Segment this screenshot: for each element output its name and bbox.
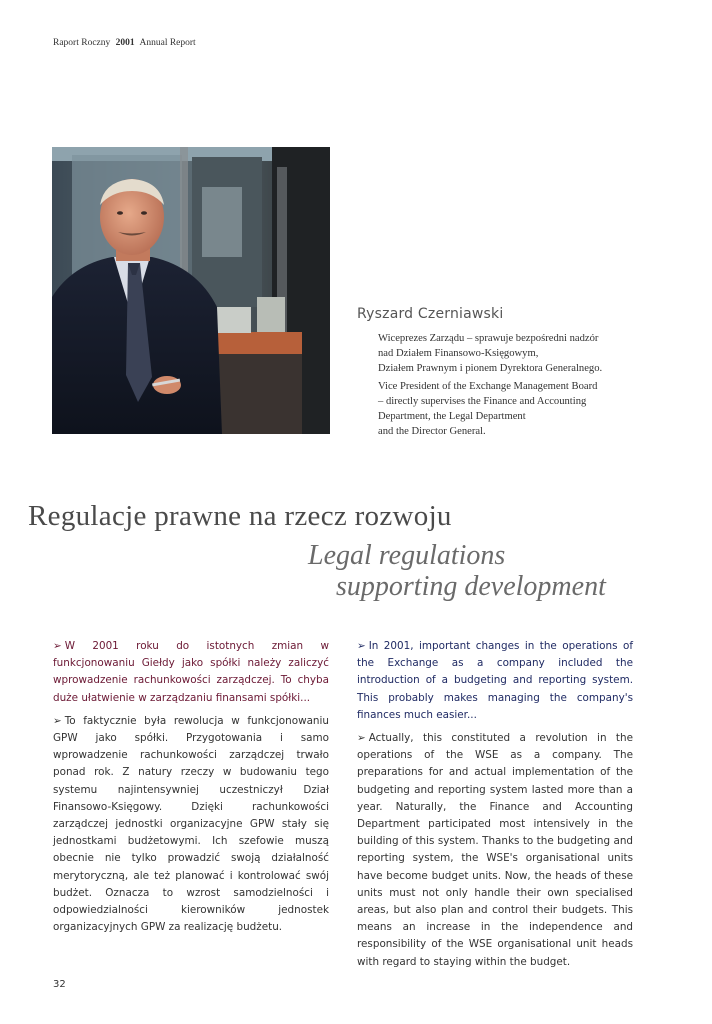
caption-pl-line: Działem Prawnym i pionem Dyrektora Generalnego.	[378, 363, 603, 374]
caption-en-line: and the Director General.	[378, 426, 486, 437]
arrow-bullet-icon: ➢	[53, 640, 62, 652]
portrait-illustration	[52, 147, 330, 434]
column-english	[357, 638, 633, 977]
arrow-bullet-icon: ➢	[53, 714, 62, 727]
lead-text-en: In 2001, important changes in the operations of the Exchange as a company included the introduction of a budgeting and reporting system. This probably makes managing the company's finances much easier...	[357, 640, 633, 721]
arrow-bullet-icon: ➢	[357, 640, 366, 652]
lead-question-pl	[53, 638, 329, 707]
caption-en-line: – directly supervises the Finance and Accounting	[378, 396, 587, 407]
answer-text-pl: To faktycznie była rewolucja w funkcjonowaniu GPW jako spółki. Przygotowania i samo wprowadzenie rachunkowości zarządczej trwało ponad rok. Z natury rzeczy w budowaniu tego systemu najintensywniej uczestniczył Dział Finansowo-Księgowy. Dzięki rachunkowości zarządczej jednostki organizacyjne GPW stały się jednostkami budżetowymi. Ich szefowie muszą obecnie nie tylko prowadzić swoją działalność merytoryczną, ale też planować i kontrolować swój budżet. Oznacza to wzrost samodzielności i odpowiedzialności kierowników jednostek organizacyjnych GPW za realizację budżetu.	[53, 714, 329, 934]
caption-name: Ryszard Czerniawski	[357, 306, 504, 322]
caption-en-line: Vice President of the Exchange Management Board	[378, 381, 598, 392]
portrait-photo	[52, 147, 330, 434]
column-polish	[53, 638, 329, 942]
header-title-pl: Raport Roczny	[53, 38, 111, 48]
caption-description-pl	[378, 331, 648, 376]
caption-description-en	[378, 379, 648, 439]
caption-en-line: Department, the Legal Department	[378, 411, 526, 422]
page-number: 32	[53, 979, 66, 990]
answer-text-en: Actually, this constituted a revolution in the operations of the WSE as a company. The preparations for and actual implementation of the budgeting and reporting system lasted more than a year. Naturally, the Finance and Accounting Department participated most intensively in the building of this system. Thanks to the budgeting and reporting system, the WSE's organisational units have become budget units. Now, the heads of these units must not only handle their own specialised areas, but also plan and control their budgets. This means an increase in the independence and responsibility of the WSE organisational unit heads with regard to staying within the budget.	[357, 732, 633, 968]
header-title-en: Annual Report	[139, 38, 196, 48]
arrow-bullet-icon: ➢	[357, 732, 366, 745]
caption-pl-line: nad Działem Finansowo-Księgowym,	[378, 348, 539, 359]
section-title-en-line1: Legal regulations	[308, 540, 506, 571]
header-year: 2001	[115, 38, 135, 48]
section-title-en	[308, 540, 648, 602]
lead-text-pl: W 2001 roku do istotnych zmian w funkcjonowaniu Giełdy jako spółki należy zaliczyć wprowadzenie rachunkowości zarządczej. To chyba duże ułatwienie w zarządzaniu finansami spółki...	[53, 640, 329, 704]
caption-pl-line: Wiceprezes Zarządu – sprawuje bezpośredni nadzór	[378, 333, 599, 344]
section-title-en-line2: supporting development	[336, 571, 606, 602]
lead-question-en	[357, 638, 633, 724]
running-header	[53, 38, 196, 48]
answer-paragraph-pl	[53, 713, 329, 937]
answer-paragraph-en	[357, 730, 633, 971]
section-title-pl: Regulacje prawne na rzecz rozwoju	[28, 500, 452, 532]
